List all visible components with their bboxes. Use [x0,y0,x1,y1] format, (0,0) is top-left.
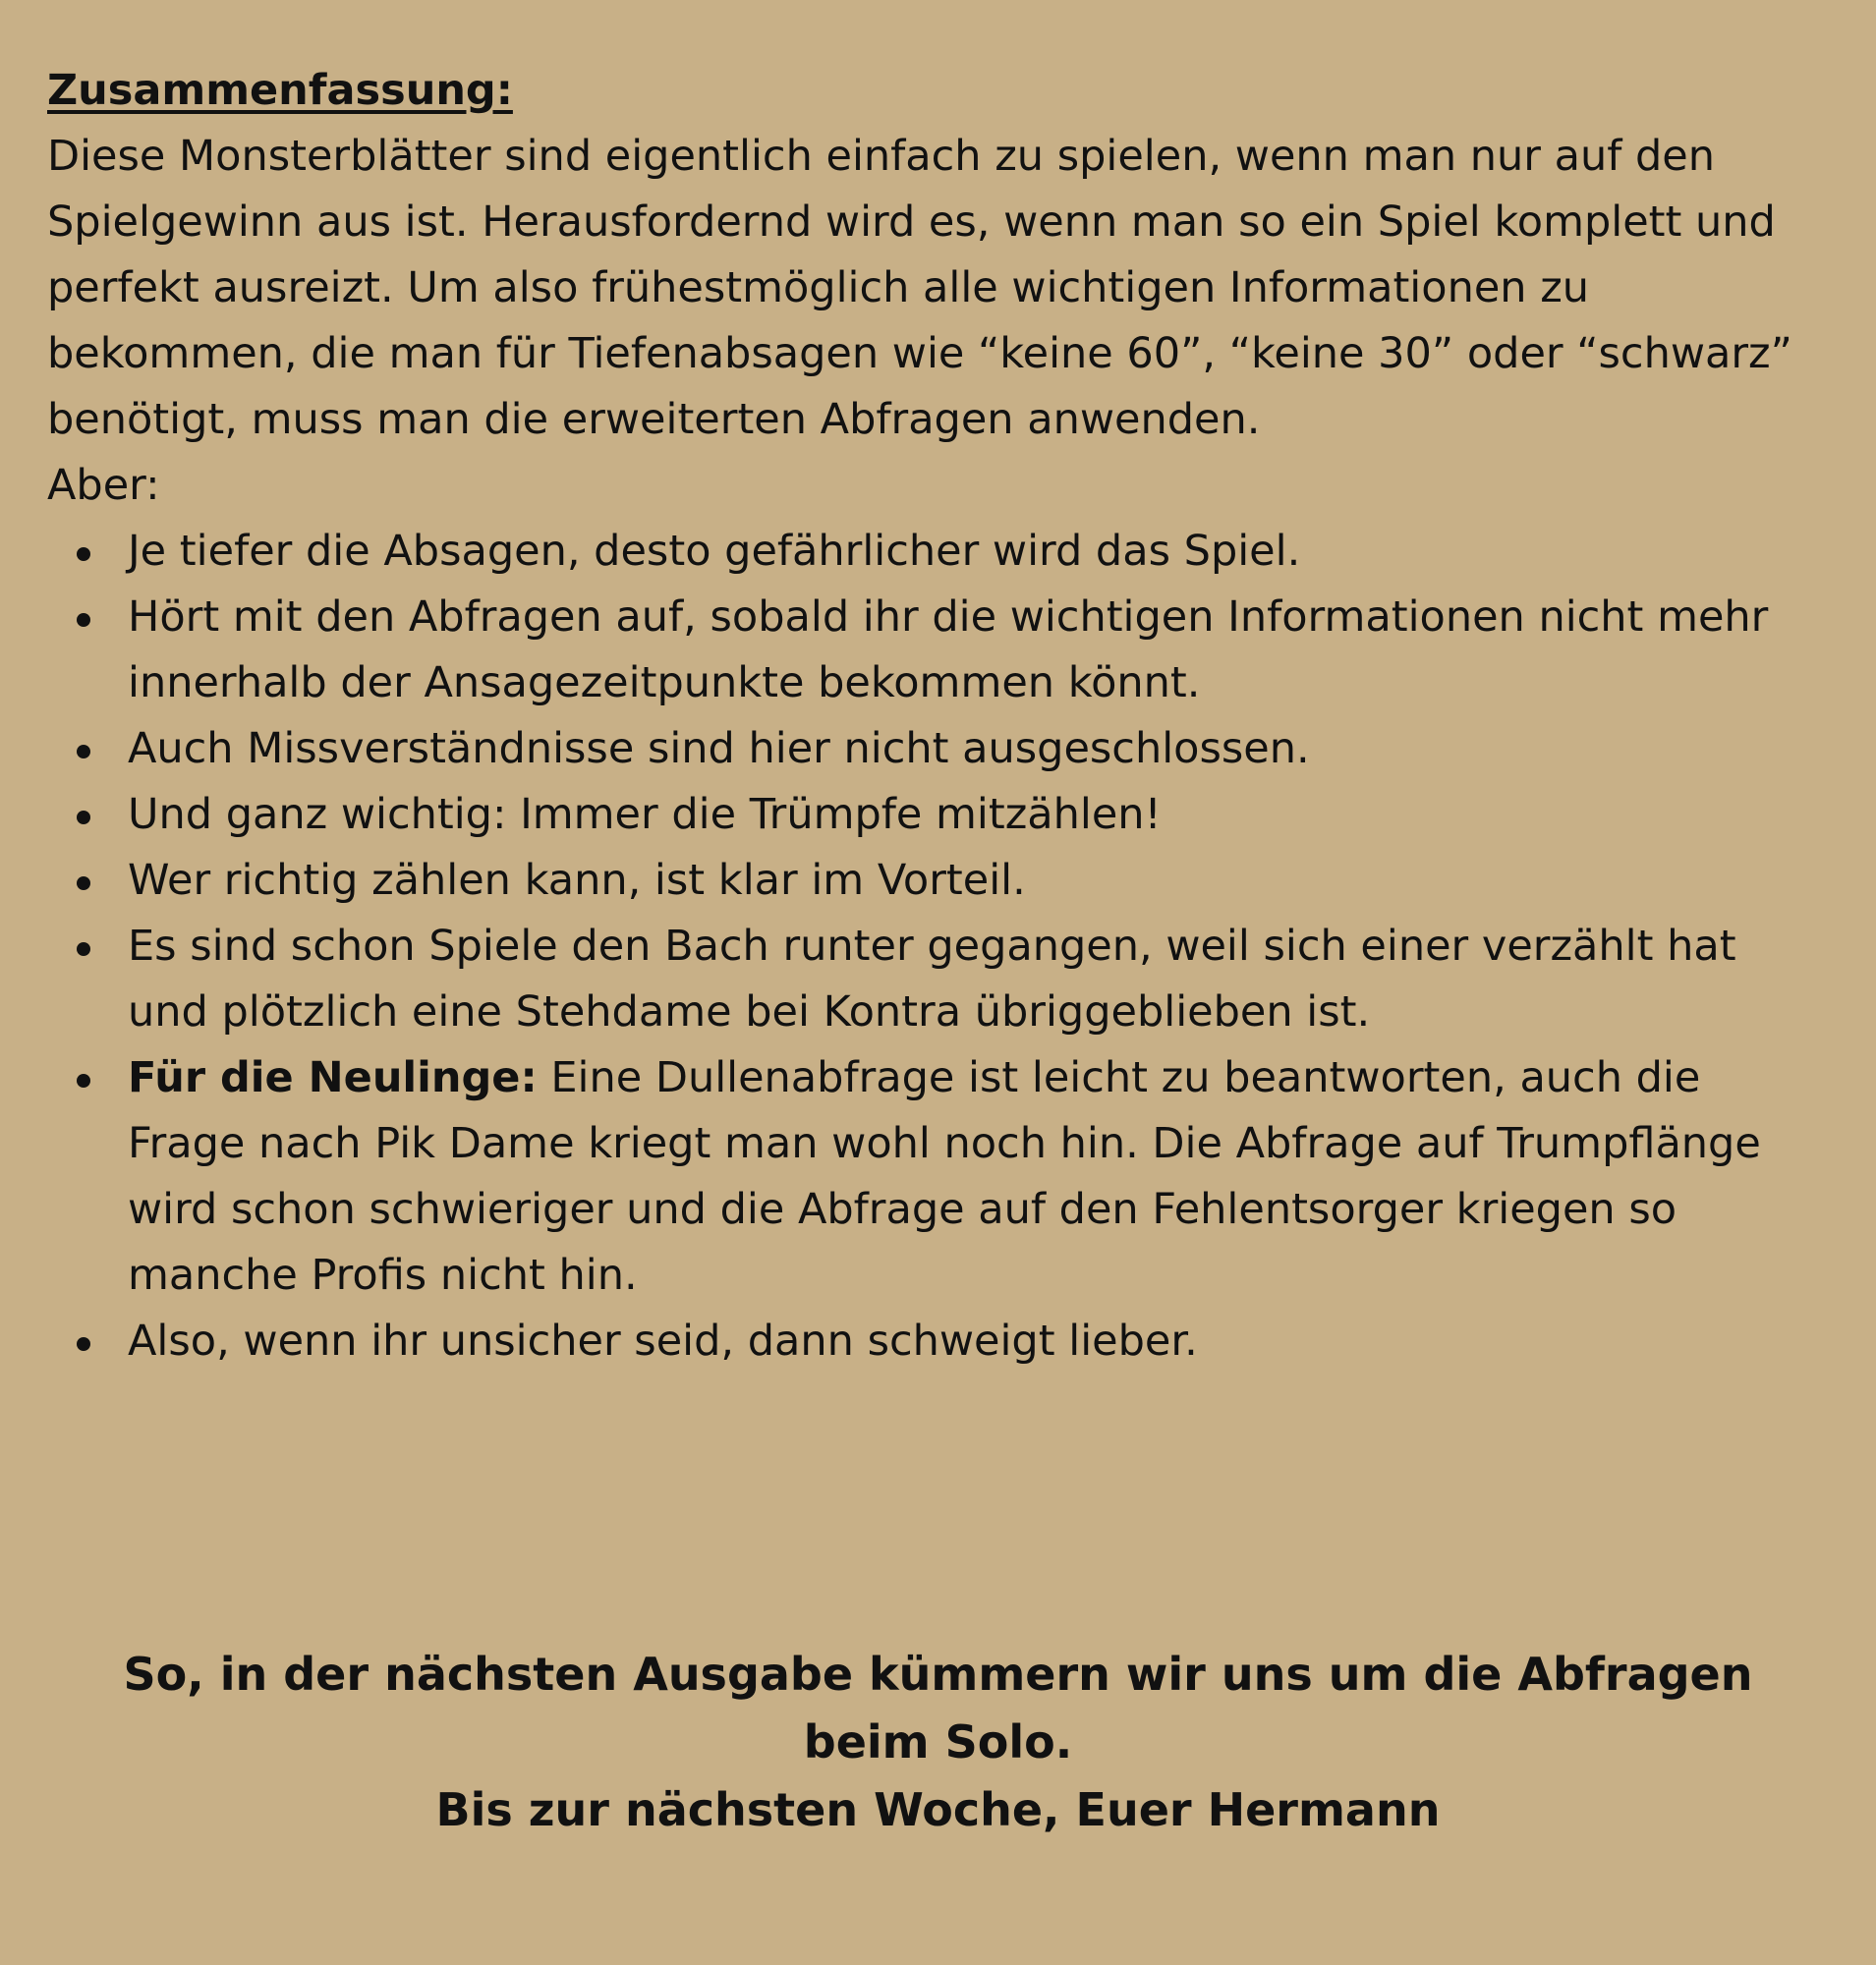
list-item [47,848,1829,914]
list-item-text: Je tiefer die Absagen, desto gefährlicher wird das Spiel. [128,527,1301,576]
list-item-text: Hört mit den Abfragen auf, sobald ihr die wichtigen Informationen nicht mehr innerhalb der Ansagezeitpunkte bekommen könnt. [128,592,1769,707]
bullet-icon [77,811,90,824]
list-item [47,1309,1829,1375]
summary-heading: Zusammenfassung: [47,66,513,115]
list-item-text: Es sind schon Spiele den Bach runter gegangen, weil sich einer verzählt hat und plötzlich eine Stehdame bei Kontra übriggeblieben ist. [128,922,1736,1037]
list-item-text: Und ganz wichtig: Immer die Trümpfe mitzählen! [128,790,1162,839]
list-item-text: Wer richtig zählen kann, ist klar im Vorteil. [128,856,1026,905]
list-item-text: Also, wenn ihr unsicher seid, dann schweigt lieber. [128,1317,1198,1366]
list-item [47,585,1829,716]
list-item [47,716,1829,782]
newbie-label: Für die Neulinge: [128,1053,538,1102]
bullet-icon [77,876,90,890]
bullet-icon [77,547,90,561]
list-item-text: Auch Missverständnisse sind hier nicht ausgeschlossen. [128,724,1310,773]
summary-intro: Diese Monsterblätter sind eigentlich einfach zu spielen, wenn man nur auf den Spielgewinn aus ist. Herausfordernd wird es, wenn man so ein Spiel komplett und perfekt ausreizt. Um also frühestmöglich alle wichtigen Informationen zu bekommen, die man für Tiefenabsagen wie “keine 60”, “keine 30” oder “schwarz” benötigt, muss man die erweiterten Abfragen anwenden. [47,132,1792,444]
bullet-icon [77,745,90,758]
closing-line-signoff: Bis zur nächsten Woche, Euer Hermann [435,1783,1441,1836]
bullet-icon [77,1074,90,1088]
list-item [47,519,1829,585]
summary-but-label: Aber: [47,461,160,510]
closing-message [79,1641,1797,1844]
newbie-text: Eine Dullenabfrage ist leicht zu beantworten, auch die Frage nach Pik Dame kriegt man wohl noch hin. Die Abfrage auf Trumpflänge wird schon schwieriger und die Abfrage auf den Fehlentsorger kriegen so manche Profis nicht hin. [128,1053,1761,1300]
closing-line-next-issue: So, in der nächsten Ausgabe kümmern wir uns um die Abfragen beim Solo. [123,1648,1753,1768]
bullet-icon [77,1337,90,1351]
list-item [47,914,1829,1045]
bullet-icon [77,942,90,956]
summary-bullet-list [47,519,1829,1375]
list-item [47,782,1829,848]
bullet-icon [77,613,90,627]
list-item-newbies [47,1045,1829,1309]
